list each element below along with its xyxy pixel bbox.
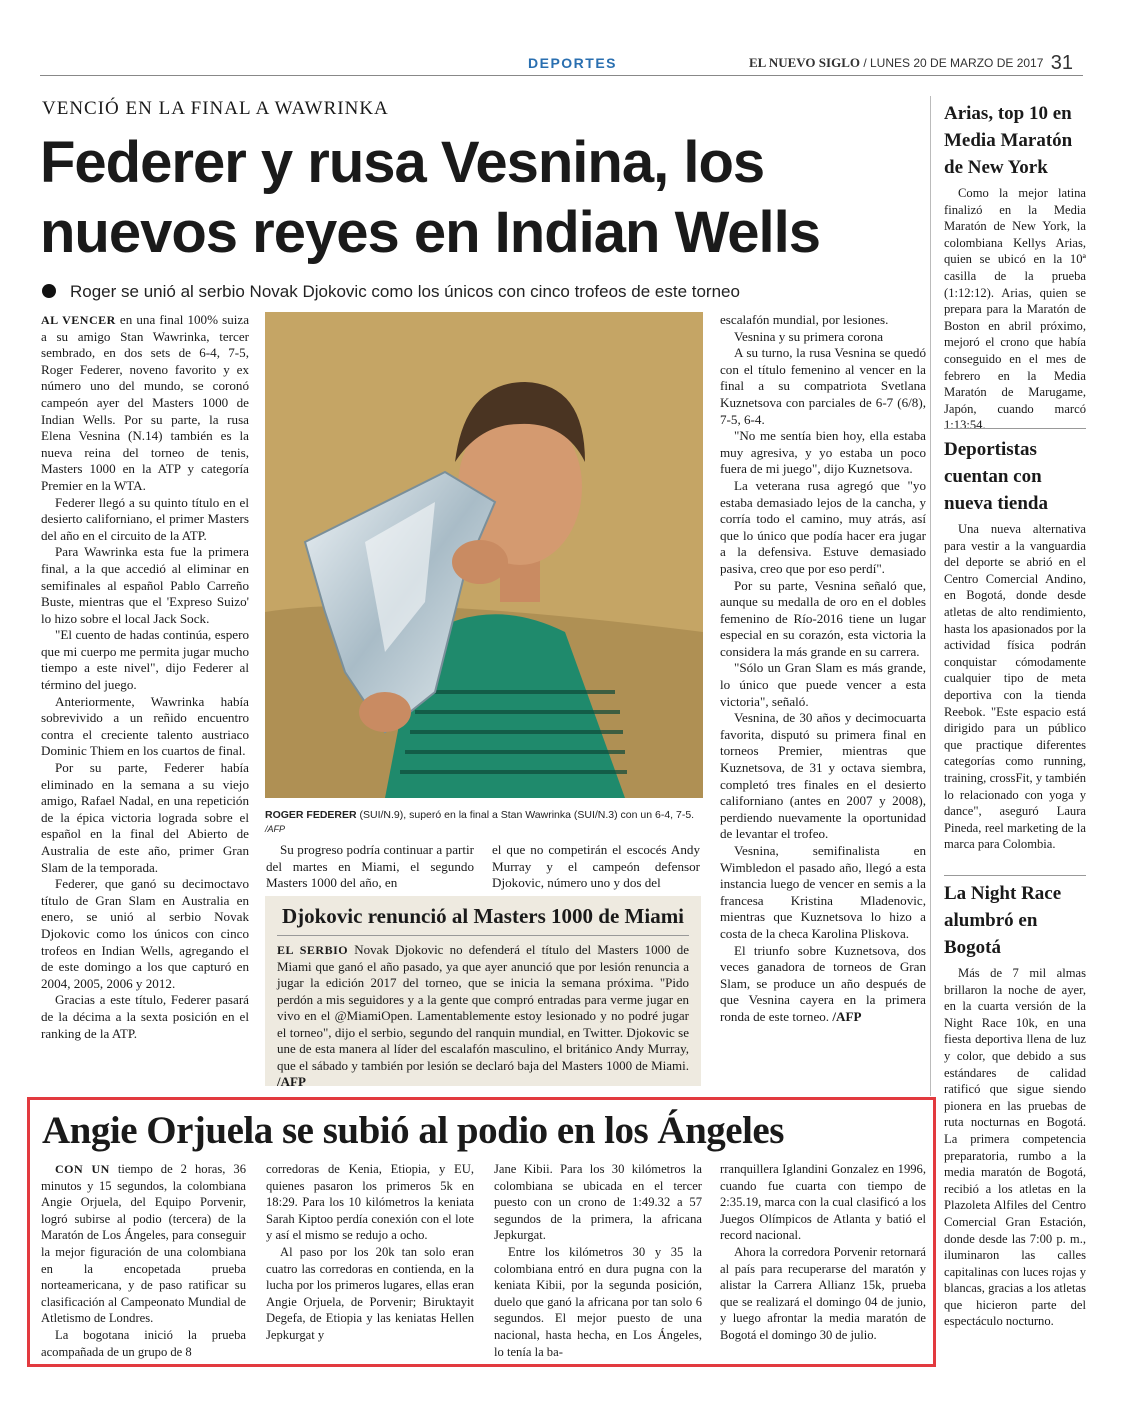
caption-credit: /AFP	[265, 824, 286, 834]
sidebox-title: Djokovic renunció al Masters 1000 de Miami	[277, 904, 689, 936]
paragraph: La veterana rusa agregó que "yo estaba demasiado lejos de la cancha, y corría todo el camino, muy atrás, así que lo único que podía hacer era jugar a la defensiva. Estuve demasiado pasiva, creo que por eso perdí".	[720, 477, 926, 576]
sidebar-divider	[930, 96, 931, 1096]
brief-divider	[944, 428, 1086, 429]
paragraph: corredoras de Kenia, Etiopia, y EU, quienes pasaron los primeros 5k en 18:29. Para los 10 kilómetros la keniata Sarah Kiptoo perdía conexión con el lote y así el mismo se redujo a ocho.	[266, 1162, 474, 1243]
paragraph: Gracias a este título, Federer pasará de la décima a la sexta posición en el ranking de la ATP.	[41, 992, 249, 1041]
page-number: 31	[1050, 52, 1073, 74]
page-header-info	[749, 52, 1073, 75]
angie-column-1	[41, 1161, 246, 1360]
sidebox-credit: /AFP	[277, 1074, 306, 1089]
brief-body: Como la mejor latina finalizó en la Media Maratón de New York, la colombiana Kellys Arias, quien se ubicó en la 10ª casilla de la prueba (1:12:12). Arias, quien se prepara para la Maratón de Boston en abril próximo, mejoró el crono que había conseguido en el mes de febrero en la Media Maratón de Marugame, Japón, cuando marcó 1:13:54.	[944, 186, 1086, 433]
story-credit: /AFP	[829, 1008, 862, 1024]
brief-title: Arias, top 10 en Media Maratón de New York	[944, 103, 1073, 178]
paragraph: Vesnina, semifinalista en Wimbledon el pasado año, llegó a esta instancia luego de vencer en semis a la francesa Kristina Mladenovic, mientras que Kuznetsova lo hizo a costa de la checa Karolina Pliskova.	[720, 843, 926, 941]
brief-body: Más de 7 mil almas brillaron la noche de ayer, en la cuarta versión de la Night Race 10k, en una fiesta deportiva llena de luz y color, que debido a sus estándares de calidad ratificó que sigue siendo pionera en las pruebas de ruta nocturnas en Bogotá. La primera competencia preparatoria, rumbo a la media maratón de Bogotá, recibió a los atletas en la Plazoleta Alfiles del Centro Comercial Gran Estación, donde desde las 7:00 p. m., iluminaron las calles capitalinas con luces rojas y blancas, gracias a los atletas que hicieron parte del espectáculo nocturno.	[944, 966, 1086, 1329]
section-subtitle: Vesnina y su primera corona	[734, 328, 884, 344]
angie-column-3	[494, 1161, 702, 1360]
paragraph: "El cuento de hadas continúa, espero que mi cuerpo me permita jugar mucho tiempo a este nivel", dijo Federer al término del juego.	[41, 627, 249, 693]
lead-in: CON UN	[55, 1162, 110, 1176]
paragraph: Para Wawrinka esta fue la primera final, a la que accedió al eliminar en semifinales al español Pablo Carreño Buste, mientras que el 'Expreso Suizo' lo hizo sobre el local Jack Sock.	[41, 544, 249, 626]
lead-in: AL VENCER	[41, 313, 116, 327]
brief-title: La Night Race alumbró en Bogotá	[944, 883, 1062, 958]
story-subhead	[42, 282, 740, 302]
paragraph: A su turno, la rusa Vesnina se quedó con el título femenino al vencer en la final a su compatriota Svetlana Kuznetsova con parciales de 6-7 (6/8), 7-5, 6-4.	[720, 345, 926, 427]
header-rule	[40, 75, 1083, 76]
newspaper-name: EL NUEVO SIGLO	[748, 55, 860, 70]
paragraph: AL VENCER en una final 100% suiza a su amigo Stan Wawrinka, tercer sembrado, en dos sets de 6-4, 7-5, Roger Federer, noveno favorito y ex número uno del mundo, se coronó campeón ayer del Masters 1000 de Indian Wells. Por su parte, la rusa Elena Vesnina (N.14) también es la nueva reina del torneo de tenis, Masters 1000 en la ATP y categoría Premier en la WTA.	[41, 312, 250, 493]
subhead-text: Roger se unió al serbio Novak Djokovic como los únicos con cinco trofeos de este torneo	[70, 282, 740, 301]
angie-column-4	[720, 1161, 926, 1344]
photo-illustration	[265, 312, 703, 798]
paragraph: El triunfo sobre Kuznetsova, dos veces ganadora de torneos de Gran Slam, se produce un año después de que Vesnina cayera en la primera ronda de este torneo. /AFP	[720, 942, 926, 1024]
paragraph: CON UN tiempo de 2 horas, 36 minutos y 15 segundos, la colombiana Angie Orjuela, del Equipo Porvenir, logró subirse al podio (tercera) de la Maratón de Los Ángeles, para conseguir la mejor figuración de una colombiana en la encopetada prueba norteamericana, y de paso ratificar su clasificación al Campeonato Mundial de Atletismo de Londres.	[41, 1162, 246, 1326]
paragraph: Entre los kilómetros 30 y 35 la colombiana entró en dura pugna con la keniata Kibii, por la segunda posición, duelo que ganó la africana por tan solo 6 segundos. El mejor puesto de una nacional, hasta hecha, en Los Ángeles, lo tenía la ba-	[494, 1244, 702, 1359]
federer-trophy-photo	[265, 312, 703, 798]
story-headline: Federer y rusa Vesnina, los nuevos reyes en Indian Wells	[40, 130, 821, 265]
paragraph: Ahora la corredora Porvenir retornará al país para recuperarse del maratón y alistar la Carrera Allianz 15k, prueba que se realizará el domingo 04 de junio, y luego afrontar la media maratón de Bogotá el domingo 30 de julio.	[720, 1244, 926, 1342]
sidebox-body: EL SERBIO Novak Djokovic no defenderá el título del Masters 1000 de Miami que ganó el año pasado, ya que ayer anunció que por lesión renuncia a jugar la edición 2017 del torneo, que se inicia la semana próxima. "Pido perdón a mis seguidores y a la gente que compró entradas para verme jugar en vivo en el @MiamiOpen. Lamentablemente estoy lesionado y no podré jugar el torneo", dijo el serbio, segundo del ranquin mundial, en Twitter. Djokovic se une de esta manera al líder del escalafón masculino, el británico Andy Murray, que el sábado y también por lesión se declaró baja del Masters 1000 de Miami. /AFP	[277, 942, 690, 1089]
paragraph: Su progreso podría continuar a partir del martes en Miami, el segundo Masters 1000 del año, en	[266, 842, 474, 891]
header-divider: /	[863, 56, 870, 70]
paragraph: Vesnina, de 30 años y decimocuarta favorita, disputó su primera final en torneos Premier, mientras que Kuznetsova, de 31 y octava siembra, completó tres finales en el desierto californiano (antes en 2007 y 2008), perdiendo nuevamente la oportunidad de levantar el trofeo.	[720, 710, 926, 842]
story-kicker: VENCIÓ EN LA FINAL A WAWRINKA	[42, 98, 389, 119]
paragraph: La bogotana inició la prueba acompañada de un grupo de 8	[41, 1327, 246, 1359]
paragraph: rranquillera Iglandini Gonzalez en 1996, cuando fue cuarta con tiempo de 2:35.19, marca con la cual clasificó a los Juegos Olímpicos de Atlanta y batió el record nacional.	[720, 1162, 926, 1243]
section-label: DEPORTES	[528, 55, 618, 71]
story-column-4	[720, 312, 926, 1026]
paragraph: Federer, que ganó su decimoctavo título de Gran Slam en Australia en enero, se unió al serbio Novak Djokovic como los únicos con cinco trofeos en Indian Wells, agregando el de este domingo a los que capturó en 2004, 2005, 2006 y 2012.	[41, 876, 249, 991]
paragraph: Por su parte, Vesnina señaló que, aunque su medalla de oro en el dobles femenino de Río-2016 tiene un lugar especial en su corazón, esta victoria la considera la más grande en su carrera.	[720, 577, 926, 659]
angie-column-2	[266, 1161, 474, 1344]
story-column-2	[266, 842, 474, 892]
paragraph: "Sólo un Gran Slam es más grande, lo único que puede vencer a esta victoria", señaló.	[720, 660, 926, 709]
paragraph: Anteriormente, Wawrinka había sobrevivido a un reñido encuentro contra el creciente talento austriaco Dominic Thiem en los cuartos de final.	[41, 693, 249, 759]
photo-caption: ROGER FEDERER (SUI/N.9), superó en la final a Stan Wawrinka (SUI/N.3) con un 6-4, 7-5. /AFP	[265, 809, 695, 834]
brief-reebok	[944, 436, 1086, 853]
paragraph: Por su parte, Federer había eliminado en la semana a su viejo amigo, Rafael Nadal, en una repetición de la épica victoria lograda sobre el español en la final del Abierto de Australia de este año, primer Gran Slam de la temporada.	[41, 760, 249, 875]
paragraph: "No me sentía bien hoy, ella estaba muy agresiva, y yo estaba un poco fuera de mi juego", dijo Kuznetsova.	[720, 428, 926, 477]
caption-name: ROGER FEDERER	[265, 809, 357, 821]
angie-headline: Angie Orjuela se subió al podio en los Ángeles	[42, 1109, 784, 1152]
lead-in: EL SERBIO	[277, 943, 349, 957]
issue-date: LUNES 20 DE MARZO DE 2017	[870, 56, 1044, 70]
brief-title: Deportistas cuentan con nueva tienda	[944, 439, 1048, 514]
brief-night-race	[944, 880, 1086, 1330]
brief-arias	[944, 100, 1086, 434]
paragraph: Jane Kibii. Para los 30 kilómetros la colombiana se ubicada en el tercer puesto con un crono de 1:49.32 a 57 segundos de la primera, la africana Jepkurgat.	[494, 1162, 702, 1243]
bullet-icon	[42, 284, 56, 298]
story-column-1	[41, 312, 249, 1042]
djokovic-sidebox	[265, 896, 701, 1089]
story-column-3	[492, 842, 700, 892]
brief-body: Una nueva alternativa para vestir a la vanguardia del deporte se abrió en el Centro Comercial Andino, en Bogotá, donde desde atletas de alto rendimiento, hasta los apasionados por la actividad física podrán conquistar cómodamente cualquier tipo de meta deportiva con la tienda Reebok. "Este espacio está dirigido para un público que practique diferentes categorías como running, training, crossFit, y también lo relacionado con yoga y dance", aseguró Laura Pineda, reel marketing de la marca para Colombia.	[944, 522, 1086, 852]
paragraph: Al paso por los 20k tan solo eran cuatro las corredoras en contienda, en la lucha por los primeros lugares, ellas eran Angie Orjuela, de Porvenir; Biruktayit Degefa, de Etiopia y las keniatas Hellen Jepkurgat y	[266, 1244, 474, 1342]
paragraph: el que no competirán el escocés Andy Murray y el campeón defensor Djokovic, número uno y dos del	[492, 842, 700, 891]
brief-divider	[944, 875, 1086, 876]
paragraph: Federer llegó a su quinto título en el desierto californiano, el primer Masters del año en el circuito de la ATP.	[41, 494, 249, 543]
paragraph: escalafón mundial, por lesiones.	[720, 312, 889, 327]
